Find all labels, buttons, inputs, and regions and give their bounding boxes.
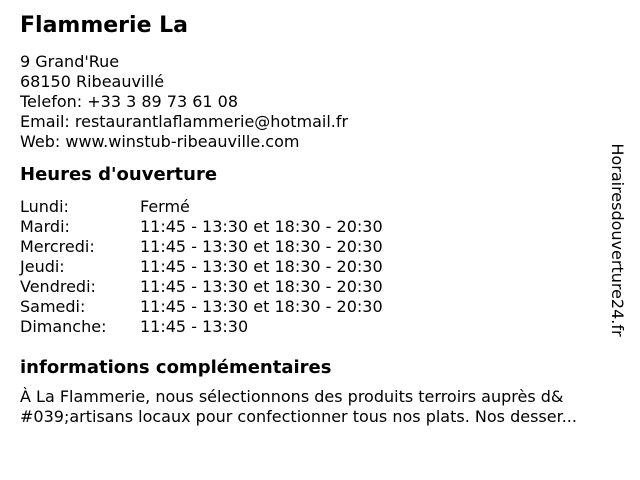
contact-block [20, 52, 600, 152]
hours-row-monday [20, 197, 600, 217]
hours-time-value: 11:45 - 13:30 et 18:30 - 20:30 [140, 217, 383, 236]
contact-email: Email: restaurantlaflammerie@hotmail.fr [20, 112, 349, 131]
hours-row-saturday [20, 297, 600, 317]
hours-day-label: Mardi: [20, 217, 70, 236]
hours-time-value: 11:45 - 13:30 et 18:30 - 20:30 [140, 257, 383, 276]
hours-day-label: Vendredi: [20, 277, 96, 296]
address-city: 68150 Ribeauvillé [20, 72, 165, 91]
hours-row-friday [20, 277, 600, 297]
opening-hours-heading: Heures d'ouverture [20, 164, 218, 185]
hours-time-value: 11:45 - 13:30 et 18:30 - 20:30 [140, 277, 383, 296]
info-line: À La Flammerie, nous sélectionnons des produits terroirs auprès d& [20, 387, 564, 406]
address-street: 9 Grand'Rue [20, 52, 120, 71]
hours-day-label: Jeudi: [20, 257, 65, 276]
hours-time-value: Fermé [140, 197, 190, 216]
hours-row-sunday [20, 317, 600, 337]
hours-row-wednesday [20, 237, 600, 257]
additional-info-heading: informations complémentaires [20, 357, 332, 378]
hours-row-thursday [20, 257, 600, 277]
hours-day-label: Lundi: [20, 197, 69, 216]
contact-phone: Telefon: +33 3 89 73 61 08 [20, 92, 239, 111]
hours-day-label: Samedi: [20, 297, 86, 316]
contact-website: Web: www.winstub-ribeauville.com [20, 132, 300, 151]
hours-time-value: 11:45 - 13:30 et 18:30 - 20:30 [140, 237, 383, 256]
hours-day-label: Dimanche: [20, 317, 107, 336]
opening-hours-table [20, 197, 600, 337]
hours-time-value: 11:45 - 13:30 et 18:30 - 20:30 [140, 297, 383, 316]
additional-info-paragraph [20, 387, 600, 427]
hours-row-tuesday [20, 217, 600, 237]
info-line: #039;artisans locaux pour confectionner tous nos plats. Nos desser... [20, 407, 577, 426]
watermark-vertical-text: Horairesdouverture24.fr [608, 143, 627, 337]
page-title: Flammerie La [20, 13, 189, 38]
hours-day-label: Mercredi: [20, 237, 95, 256]
hours-time-value: 11:45 - 13:30 [140, 317, 249, 336]
